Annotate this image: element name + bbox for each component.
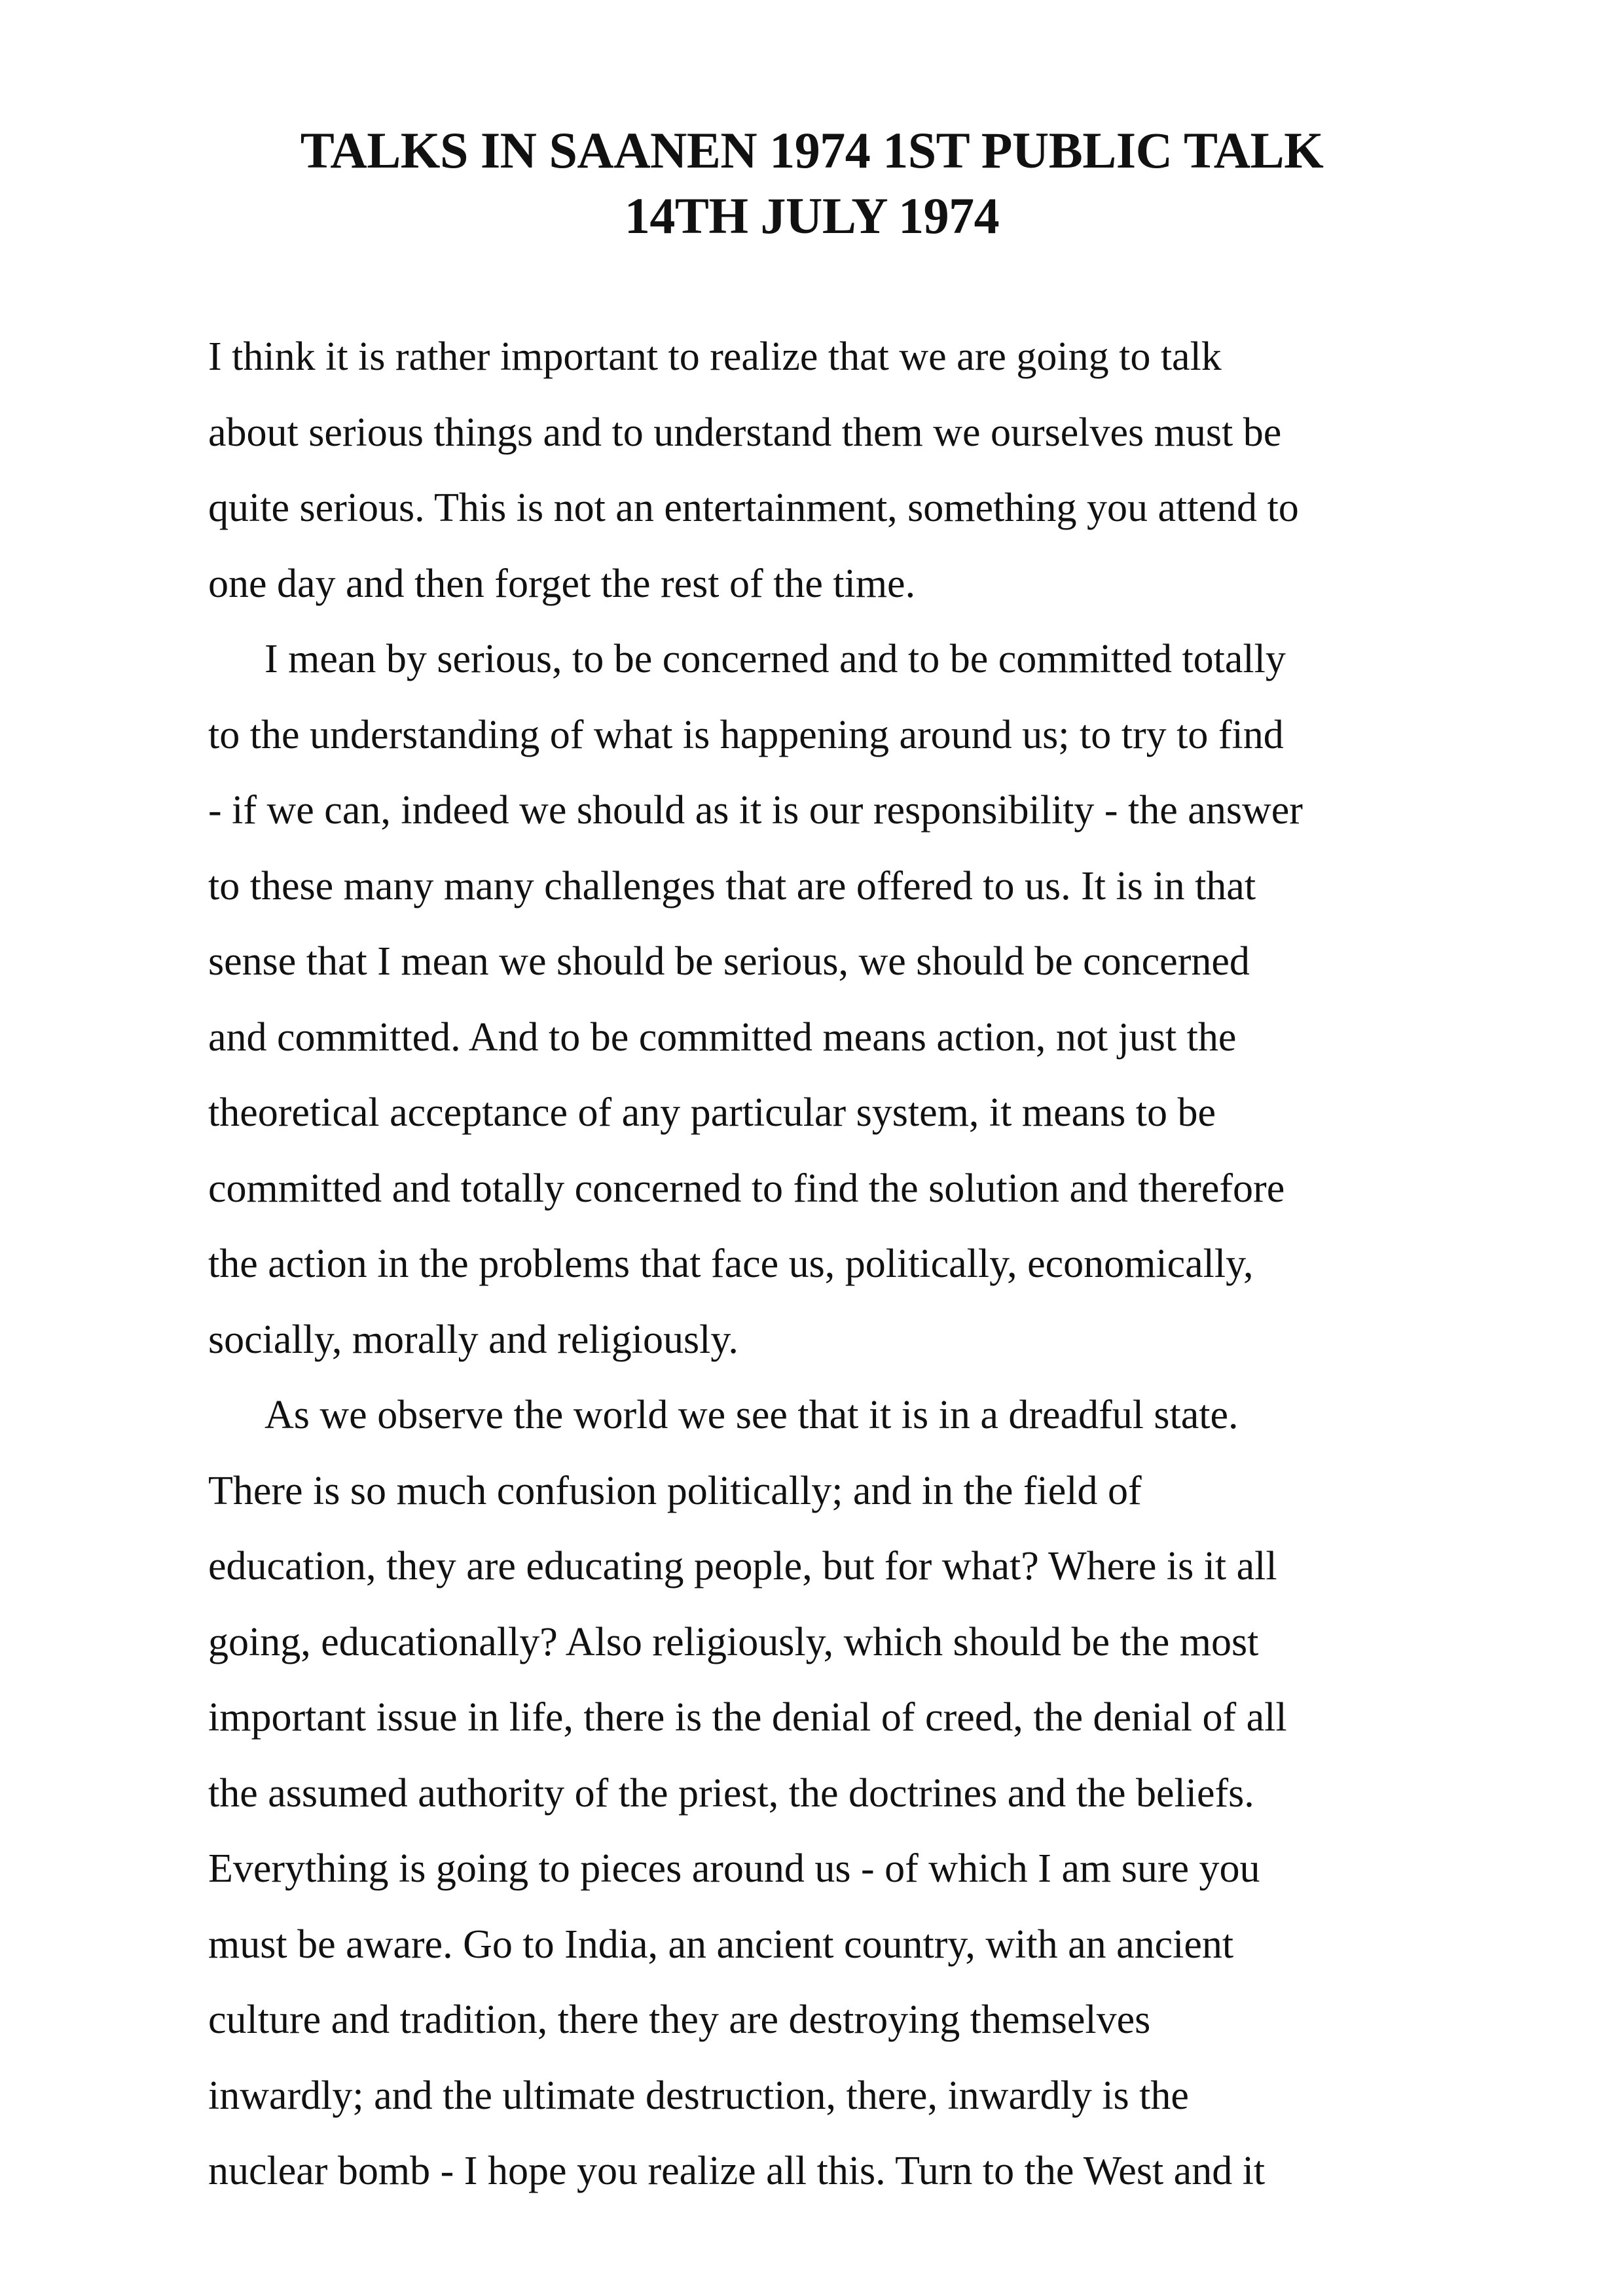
text-line: going, educationally? Also religiously, which should be the most xyxy=(208,1619,1259,1664)
text-line: one day and then forget the rest of the time. xyxy=(208,561,916,606)
text-line: As we observe the world we see that it is in a dreadful state. xyxy=(264,1393,1239,1437)
text-line: quite serious. This is not an entertainment, something you attend to xyxy=(208,486,1299,530)
text-line: the action in the problems that face us, politically, economically, xyxy=(208,1242,1254,1286)
text-line: There is so much confusion politically; and in the field of xyxy=(208,1468,1142,1513)
text-line: to these many many challenges that are offered to us. It is in that xyxy=(208,863,1256,908)
text-line: and committed. And to be committed means action, not just the xyxy=(208,1014,1237,1060)
text-line: sense that I mean we should be serious, we should be concerned xyxy=(208,939,1250,984)
paragraph-2 xyxy=(208,622,1452,1378)
text-line: to the understanding of what is happening around us; to try to find xyxy=(208,712,1284,757)
text-line: - if we can, indeed we should as it is our responsibility - the answer xyxy=(208,788,1303,833)
text-line: culture and tradition, there they are destroying themselves xyxy=(208,1998,1151,2042)
text-line: committed and totally concerned to find the solution and therefore xyxy=(208,1166,1285,1211)
title-line: 14TH JULY 1974 xyxy=(624,187,1000,244)
page-title xyxy=(157,118,1467,249)
text-line: Everything is going to pieces around us - of which I am sure you xyxy=(208,1846,1260,1891)
text-line: education, they are educating people, but for what? Where is it all xyxy=(208,1544,1277,1588)
text-line: the assumed authority of the priest, the doctrines and the beliefs. xyxy=(208,1770,1254,1816)
text-line: theoretical acceptance of any particular system, it means to be xyxy=(208,1090,1216,1135)
text-line: I mean by serious, to be concerned and to be committed totally xyxy=(264,637,1286,681)
title-line: TALKS IN SAANEN 1974 1ST PUBLIC TALK xyxy=(300,122,1324,179)
text-line: I think it is rather important to realize that we are going to talk xyxy=(208,334,1222,379)
text-line: must be aware. Go to India, an ancient country, with an ancient xyxy=(208,1922,1234,1967)
text-line: about serious things and to understand them we ourselves must be xyxy=(208,410,1282,455)
paragraph-1 xyxy=(208,319,1452,622)
text-line: important issue in life, there is the denial of creed, the denial of all xyxy=(208,1695,1287,1740)
text-line: socially, morally and religiously. xyxy=(208,1317,739,1362)
text-line: nuclear bomb - I hope you realize all this. Turn to the West and it xyxy=(208,2149,1266,2193)
text-line: inwardly; and the ultimate destruction, there, inwardly is the xyxy=(208,2073,1189,2118)
body-text xyxy=(208,319,1452,2210)
paragraph-3 xyxy=(208,1378,1452,2210)
